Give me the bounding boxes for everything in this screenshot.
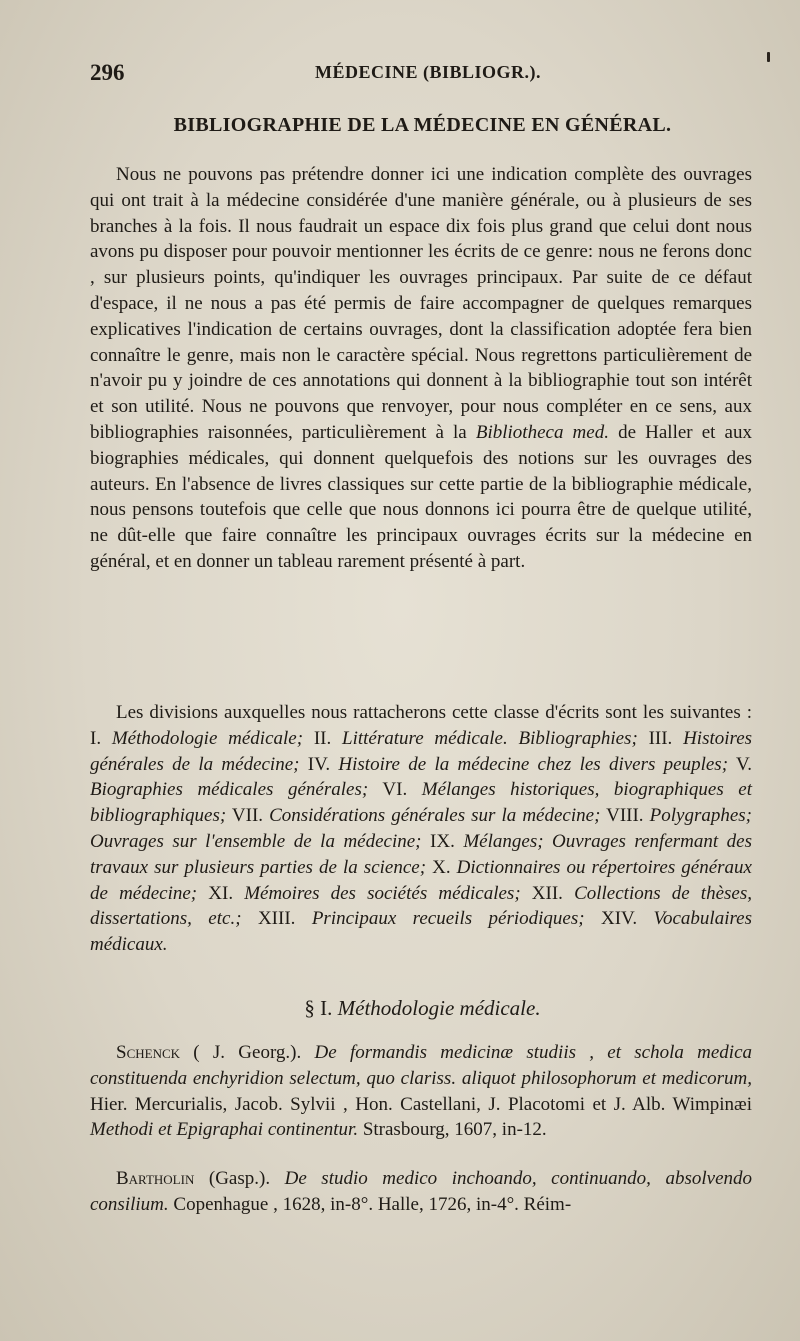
- division-number: IX.: [430, 830, 464, 852]
- entry-author: Schenck: [116, 1042, 181, 1063]
- division-label: Méthodologie médicale;: [111, 727, 304, 749]
- division-label: Considérations générales sur la médecine;: [269, 805, 601, 827]
- section-number: § I.: [304, 996, 333, 1020]
- page-number: 296: [90, 60, 125, 85]
- division-number: VIII.: [606, 805, 650, 827]
- entry-title: De studio medico inchoando, continuando, absolvendo consilium.: [90, 1168, 753, 1215]
- division-number: IV.: [307, 753, 339, 775]
- division-number: XII.: [531, 882, 575, 904]
- division-separator: [728, 754, 736, 775]
- bibliography-entry: [90, 1166, 752, 1218]
- intro-text-part2: de Haller et aux biographies médicales, qui donnent quelquefois des notions sur les ouvrages des auteurs. En l'absence de livres classiques sur cette partie de la bibliographie médicale, nous pensons toutefois que celle que nous donnons ici pourra être de quelque utilité, ne dût-elle que faire connaître les principaux ouvrages écrits sur la médecine en général, et en donner un tableau rarement présenté à part.: [90, 421, 752, 572]
- section-label: Méthodologie médicale.: [337, 996, 541, 1020]
- division-number: II.: [313, 727, 343, 749]
- divisions-list: [90, 728, 752, 955]
- division-label: Littérature médicale. Bibliographies;: [342, 727, 638, 749]
- entry-publication: Copenhague , 1628, in-8°. Halle, 1726, in-4°. Réim-: [168, 1193, 572, 1215]
- division-separator: [197, 883, 208, 904]
- division-number: III.: [648, 727, 684, 749]
- division-label: Principaux recueils périodiques;: [311, 908, 585, 930]
- division-separator: [242, 908, 258, 929]
- section-heading: [90, 996, 755, 1021]
- division-number: I.: [90, 727, 112, 749]
- ink-mark: [767, 52, 770, 62]
- division-number: VII.: [231, 805, 270, 827]
- entry-contributors: Hier. Mercurialis, Jacob. Sylvii , Hon. Castellani, J. Placotomi et J. Alb. Wimpinæi: [90, 1093, 752, 1115]
- entry-publication: Strasbourg, 1607, in-12.: [358, 1119, 547, 1141]
- division-label: Biographies médicales générales;: [90, 779, 369, 801]
- division-number: X.: [432, 856, 457, 878]
- division-separator: [638, 728, 649, 749]
- division-number: XI.: [208, 882, 245, 904]
- intro-paragraph: [90, 162, 752, 575]
- intro-italic-title: Bibliotheca med.: [475, 421, 609, 443]
- division-separator: [521, 883, 532, 904]
- entry-author-details: (Gasp.).: [194, 1168, 285, 1189]
- division-label: Dictionnaires ou répertoires généraux de médecine;: [90, 856, 752, 904]
- division-label: Vocabulaires médicaux.: [90, 908, 753, 956]
- running-title: MÉDECINE (BIBLIOGR.).: [315, 62, 542, 82]
- intro-text-part1: Nous ne pouvons pas prétendre donner ici une indication complète des ouvrages qui ont trait à la médecine considérée d'une manière générale, ou à plusieurs de ses branches à la fois. Il nous faudrait un espace dix fois plus grand que celui dont nous avons pu disposer pour pouvoir mentionner les écrits de ce genre: nous ne ferons donc , sur plusieurs points, qu'indiquer les ouvrages principaux. Par suite de ce défaut d'espace, il ne nous a pas été permis de faire accompagner de quelques remarques explicatives l'indication de certains ouvrages, dont la classification adoptée fera bien connaître le genre, mais non le caractère spécial. Nous regrettons particulièrement de n'avoir pu y joindre de ces annotations qui donnent à la bibliographie tout son intérêt et son utilité. Nous ne pouvons que renvoyer, pour nous compléter en ce sens, aux bibliographies raisonnées, particulièrement à la: [90, 164, 752, 443]
- divisions-paragraph: [90, 700, 752, 958]
- division-number: V.: [735, 753, 753, 775]
- entry-title-continued: Methodi et Epigraphai continentur.: [90, 1119, 359, 1141]
- bibliography-entry: [90, 1040, 752, 1143]
- division-number: XIII.: [257, 908, 312, 930]
- division-separator: [585, 908, 601, 929]
- running-head: [90, 60, 755, 90]
- division-label: Polygraphes; Ouvrages sur l'ensemble de la médecine;: [90, 805, 752, 852]
- division-separator: [303, 728, 314, 749]
- division-label: Mélanges; Ouvrages renfermant des travaux sur plusieurs parties de la science;: [90, 830, 752, 878]
- division-label: Histoires générales de la médecine;: [90, 727, 753, 775]
- entry-title: De formandis medicinæ studiis , et schola medica constituenda enchyridion selectum, quo clariss. aliquot philosophorum et medicorum,: [90, 1042, 752, 1089]
- divisions-intro: Les divisions auxquelles nous rattacherons cette classe d'écrits sont les suivantes :: [116, 702, 752, 723]
- chapter-title: BIBLIOGRAPHIE DE LA MÉDECINE EN GÉNÉRAL.: [173, 114, 672, 136]
- division-number: XIV.: [601, 908, 654, 930]
- division-separator: [299, 754, 307, 775]
- division-separator: [368, 779, 382, 800]
- division-label: Mélanges historiques, biographiques et bibliographiques;: [90, 779, 752, 827]
- division-label: Collections de thèses, dissertations, etc.;: [90, 882, 752, 930]
- division-label: Mémoires des sociétés médicales;: [244, 882, 521, 904]
- entry-author-details: ( J. Georg.).: [180, 1042, 315, 1063]
- division-label: Histoire de la médecine chez les divers peuples;: [338, 753, 729, 775]
- entry-author: Bartholin: [116, 1168, 195, 1189]
- division-separator: [422, 831, 431, 852]
- division-number: VI.: [382, 779, 422, 801]
